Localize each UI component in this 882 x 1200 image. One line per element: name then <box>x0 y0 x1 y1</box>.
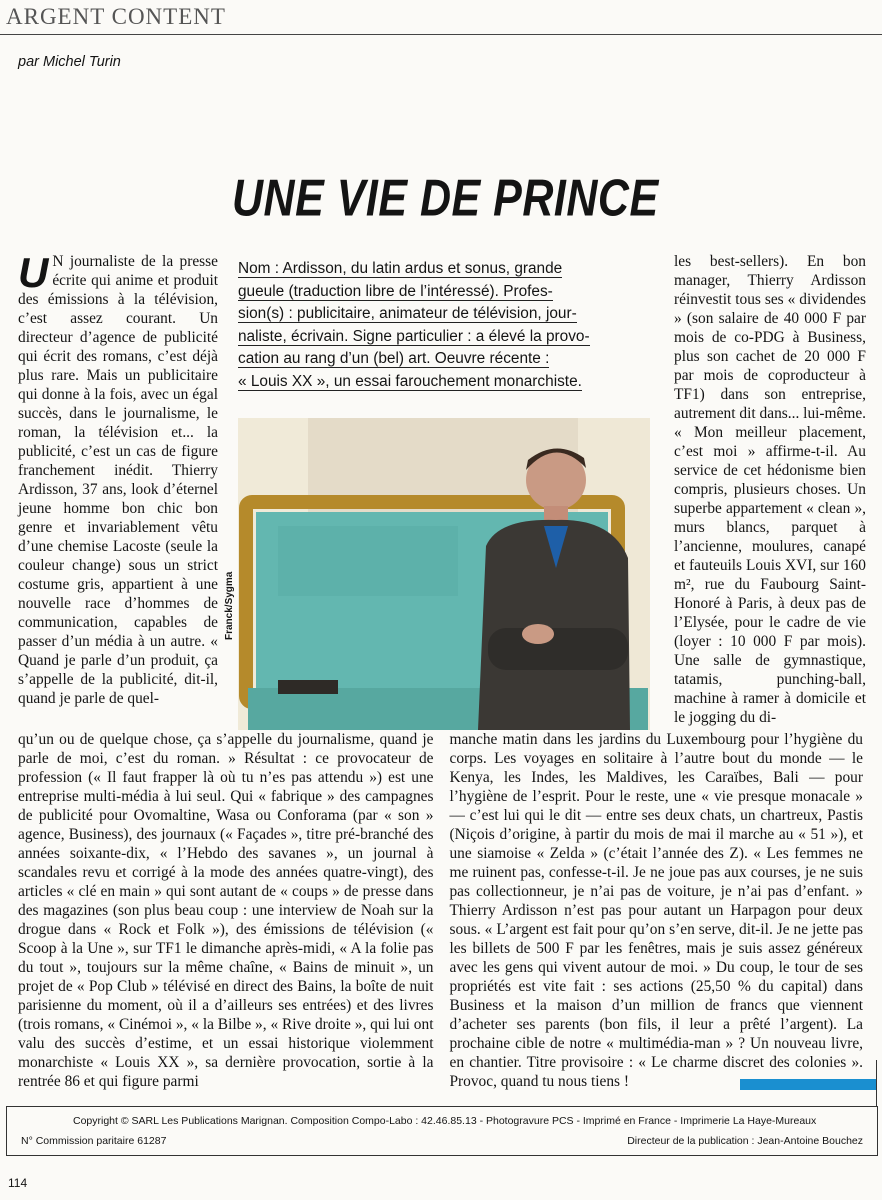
intro-line: Nom : Ardisson, du latin ardus et sonus, grande <box>238 260 563 277</box>
body-column-left <box>18 249 218 708</box>
footer-commission: N° Commission paritaire 61287 <box>21 1135 167 1147</box>
footer-copyright: Copyright © SARL Les Publications Marignan. Composition Compo-Labo : 42.46.85.13 - Photogravure PCS - Imprimé en France - Imprimerie La Haye-Mureaux <box>73 1115 817 1127</box>
body-column-right <box>674 252 866 727</box>
intro-line: cation au rang d’un (bel) art. Oeuvre récente : <box>238 350 550 367</box>
intro-line: gueule (traduction libre de l’intéressé). Profes- <box>238 282 553 300</box>
section-label: ARGENT CONTENT <box>6 4 226 29</box>
body-bottom <box>18 730 863 1091</box>
body-text-bottom-left: qu’un ou de quelque chose, ça s’appelle du journalisme, quand je parle de moi, c’est du roman. » Résultat : ce provocateur de profession (« Il faut frapper là où tu n’es pas attendu ») est une entreprise multi-média à lui seul. Qui « fabrique » des campagnes de publicité pour Ovomaltine, Wasa ou Conforama (par « son » agence, Business), des journaux (« Façades », titre pré-branché des années soixante-dix, « l’Hebdo des savanes », un journal à scandales revu et corrigé à la mode des années quatre-vingt), des articles « clé en main » qui sont autant de « coups » de presse dans des magazines (son plus beau coup : une interview de Noah sur la drogue dans « Rock et Folk »), des émissions de télévision (« Scoop à la Une », sur TF1 le dimanche après-midi, « A la folie pas du tout », toujours sur la même chaîne, « Bains de minuit », un projet de « Pop Club » télévisé en direct des Bains, la boîte de nuit parisienne du moment, où il a d’ailleurs ses entrées) et des livres (trois romans, « Cinémoi », « la Bilbe », « Rive droite », qui lui ont valu des succès d’estime, et un essai historique violemment monarchiste « Louis XX », sa dernière provocation, sortie à la rentrée 86 et qui figure parmi <box>18 731 434 1090</box>
accent-bar <box>740 1079 877 1090</box>
author-byline: par Michel Turin <box>18 54 121 70</box>
intro-line: naliste, écrivain. Signe particulier : a élevé la provo- <box>238 327 590 345</box>
article-title: UNE VIE DE PRINCE <box>232 170 659 228</box>
body-text-left: N journaliste de la presse écrite qui anime et produit des émissions à la télévision, c’est assez courant. Un directeur d’agence de publicité qui écrit des romans, c’est déjà plus rare. Mais un publicitaire qui donne à la fois, avec un égal succès, dans le journalisme, le roman, la télévision et... la publicité, c’est un cas de figure franchement inédit. Thierry Ardisson, 37 ans, look d’éternel jeune homme bon chic bon genre et invariablement vêtu d’une chemise Lacoste (seule la couleur change) sous un strict costume gris, appartient à une nouvelle race d’hommes de communication, capables de passer d’un média à un autre. « Quand je parle d’un produit, ça s’appelle de la publicité, dit-il, quand je parle de quel- <box>18 253 218 707</box>
intro-line: « Louis XX », un essai farouchement monarchiste. <box>238 372 582 390</box>
body-text-bottom-right: manche matin dans les jardins du Luxembourg pour l’hygiène du corps. Les voyages en solitaire à l’autre bout du monde — le Kenya, les Indes, les Maldives, les Caraïbes, Bali — pour l’hygiène de l’esprit. Pour le reste, une « vie presque monacale » — c’est lui qui le dit — entre ses deux chats, un chartreux, Pastis (Niçois d’origine, à partir du mois de mai il marche au « 51 »), et une siamoise « Zelda » (c’était l’année des Z). « Les femmes ne me ruinent pas, confesse-t-il. Je ne joue pas aux courses, je ne suis pas collectionneur, je n’ai pas de voiture, je n’ai pas d’enfant. » Thierry Ardisson n’est pas pour autant un Harpagon pour deux sous. « L’argent est fait pour qu’on s’en serve, dit-il. Je ne jette pas les billets de 500 F par les fenêtres, mais je suis assez généreux avec les gens qui vivent autour de moi. » Du coup, le tour de ses propriétés est vite fait : ses actions (25,50 % du capital) dans Business et la maison d’un million de francs que viennent d’acheter ses parents (bon fils, il leur a prêté l’argent). La prochaine cible de notre « multimédia-man » ? Un nouveau livre, en chantier. Titre provisoire : « Le charme discret des colonies ». Provoc, quand tu nous tiens ! <box>449 731 863 1090</box>
footer-director: Directeur de la publication : Jean-Antoine Bouchez <box>627 1135 863 1147</box>
body-text-right: les best-sellers). En bon manager, Thierry Ardisson réinvestit tous ses « dividendes » (son salaire de 40 000 F par mois de co-PDG à Business, plus son cachet de 20 000 F par mois de coproducteur à TF1) dans son entreprise, autrement dit dans... lui-même. « Mon meilleur placement, c’est moi » affirme-t-il. Au service de cet hédonisme bien compris, plusieurs choses. Un superbe appartement « clean », murs blancs, parquet à l’ancienne, moulures, canapé et fauteuils Louis XVI, sur 160 m², rue du Faubourg Saint-Honoré à Paris, à deux pas de l’Elysée, pour le cadre de vie (loyer : 10 000 F par mois). Une salle de gymnastique, tatamis, punching-ball, machine à ramer à domicile et le jogging du di- <box>674 253 866 726</box>
photo-credit: Franck/Sygma <box>224 571 235 640</box>
page-number: 114 <box>8 1176 28 1190</box>
intro-box <box>238 258 652 393</box>
intro-line: sion(s) : publicitaire, animateur de télévision, jour- <box>238 305 577 322</box>
footer-box <box>6 1106 878 1156</box>
footer-divider <box>876 1060 877 1106</box>
portrait-photo <box>238 418 650 730</box>
drop-cap: U <box>18 249 49 296</box>
article-photo <box>238 418 650 730</box>
top-rule <box>0 34 882 35</box>
